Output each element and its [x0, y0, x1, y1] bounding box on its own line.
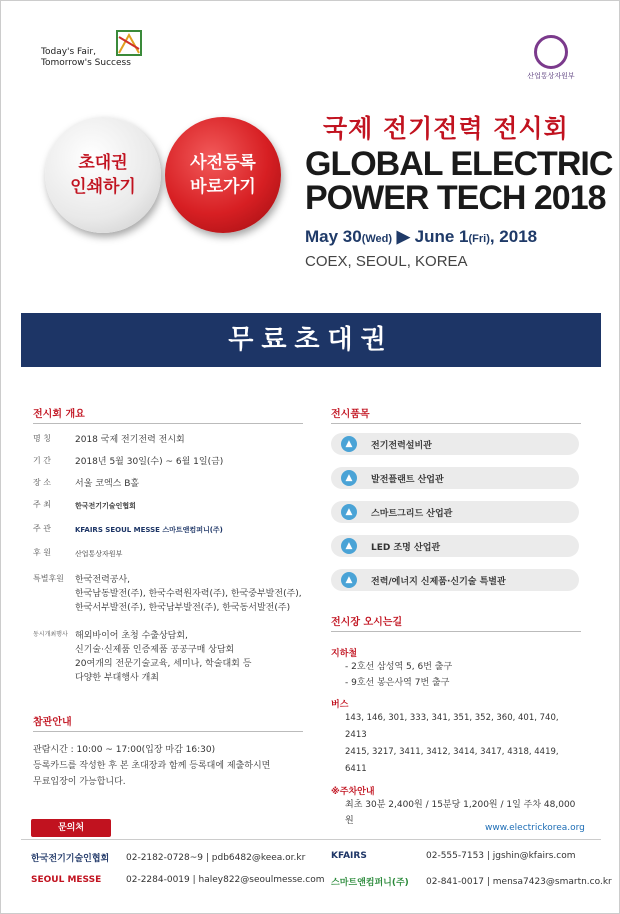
title-english [305, 147, 612, 215]
subway-label: 지하철 [331, 649, 358, 659]
exhibit-item[interactable] [331, 535, 579, 557]
overview-label: 기 간 [33, 456, 51, 465]
ministry-emblem-icon [534, 35, 568, 69]
contact-org: SEOUL MESSE [31, 875, 102, 885]
print-invitation-button[interactable] [45, 117, 161, 233]
overview-row [33, 477, 139, 491]
day-start: (Wed) [361, 233, 393, 245]
overview-label: 명 칭 [33, 434, 51, 443]
overview-label: 특별후원 [33, 574, 64, 583]
ministry-logo [521, 31, 581, 81]
exhibit-item-label: 스마트그리드 산업관 [371, 508, 453, 519]
date-arrow: ▶ [396, 227, 410, 246]
overview-section [33, 405, 303, 424]
exhibit-item-label: 전력/에너지 신제품·신기술 특별관 [371, 576, 506, 587]
overview-label: 주 최 [33, 500, 51, 509]
hall-icon: ▲ [341, 504, 357, 520]
notice-hours: 관람시간 : 10:00 ~ 17:00(입장 마감 16:30) [33, 745, 216, 755]
tagline-line2: Tomorrow's Success [41, 58, 131, 68]
exhibit-item[interactable] [331, 501, 579, 523]
directions-section [331, 613, 581, 829]
contact-org: KFAIRS [331, 851, 367, 861]
contact-info: 02-841-0017 | mensa7423@smartn.co.kr [426, 876, 612, 887]
notice-section [33, 713, 303, 790]
pre-register-button[interactable] [165, 117, 281, 233]
tagline-line1: Today's Fair, [41, 47, 96, 57]
contact-row [331, 875, 612, 888]
overview-row [33, 629, 251, 685]
overview-label: 후 원 [33, 548, 51, 557]
free-invitation-banner: 무료초대권 [21, 313, 601, 367]
date-start: May 30 [305, 227, 362, 246]
hall-icon: ▲ [341, 538, 357, 554]
organizer-logo: 한국전기기술인협회 [75, 502, 136, 510]
hall-icon: ▲ [341, 572, 357, 588]
parking-info: 최초 30분 2,400원 / 15분당 1,200원 / 1일 주차 48,000원 [345, 800, 576, 826]
contact-row [31, 851, 305, 864]
overview-label: 주 관 [33, 524, 51, 533]
overview-row [33, 499, 136, 513]
overview-row [33, 573, 302, 615]
title-english-line2: POWER TECH 2018 [305, 179, 606, 217]
subway-info: - 2호선 삼성역 5, 6번 출구 - 9호선 봉은사역 7번 출구 [345, 662, 453, 688]
exhibit-item-label: 발전플랜트 산업관 [371, 474, 444, 485]
overview-row [33, 433, 185, 447]
overview-value: 한국전력공사, 한국남동발전(주), 한국수력원자력(주), 한국중부발전(주), 한국서부발전(주), 한국남부발전(주), 한국동서발전(주) [75, 575, 302, 613]
notice-entry: 등록카드를 작성한 후 본 초대장과 함께 등록대에 제출하시면 무료입장이 가능합니다. [33, 761, 271, 787]
contact-row [331, 851, 575, 861]
parking-label: ※주차안내 [331, 787, 375, 797]
contact-row [31, 875, 325, 885]
sponsor-logo: 산업통상자원부 [75, 550, 123, 558]
directions-heading: 전시장 오시는길 [331, 613, 581, 632]
website-link[interactable]: www.electrickorea.org [485, 823, 585, 833]
exhibit-items-heading: 전시품목 [331, 405, 581, 424]
print-invitation-label: 초대권 인쇄하기 [70, 153, 136, 197]
overview-label: 동시개최행사 [33, 631, 68, 638]
overview-row [33, 523, 223, 537]
notice-heading: 참관안내 [33, 713, 303, 732]
host-logos: KFAIRS SEOUL MESSE 스마트앤컴퍼니(주) [75, 526, 223, 534]
contact-info: 02-555-7153 | jgshin@kfairs.com [426, 851, 576, 861]
bus-info: 143, 146, 301, 333, 341, 351, 352, 360, 401, 740, 2413 2415, 3217, 3411, 3412, 3414, 3417, 4318, 4419, 6411 [345, 713, 559, 774]
event-venue: COEX, SEOUL, KOREA [305, 253, 468, 270]
day-end: (Fri) [468, 233, 490, 245]
overview-row [33, 547, 122, 561]
contact-info: 02-2284-0019 | haley822@seoulmesse.com [126, 875, 325, 885]
overview-value: 해외바이어 초청 수출상담회, 신기술·신제품 인증제품 공공구매 상담회 20여개의 전문기술교육, 세미나, 학술대회 등 다양한 부대행사 개최 [75, 631, 252, 683]
title-english-line1: GLOBAL ELECTRIC [305, 145, 613, 183]
overview-heading: 전시회 개요 [33, 405, 303, 424]
hall-icon: ▲ [341, 436, 357, 452]
pre-register-label: 사전등록 바로가기 [190, 153, 256, 197]
contact-info: 02-2182-0728~9 | pdb6482@keea.or.kr [126, 852, 306, 863]
event-dates [305, 227, 537, 247]
fair-logo-icon [115, 29, 143, 57]
overview-row [33, 455, 223, 469]
overview-value: 2018년 5월 30일(수) ~ 6월 1일(금) [75, 457, 224, 467]
exhibit-items-section [331, 405, 581, 424]
date-year: , 2018 [489, 227, 538, 246]
overview-label: 장 소 [33, 478, 51, 487]
contact-divider [21, 839, 601, 840]
contact-org: 스마트앤컴퍼니(주) [331, 878, 409, 888]
bus-label: 버스 [331, 700, 349, 710]
overview-value: 서울 코엑스 B홀 [75, 479, 140, 489]
hall-icon: ▲ [341, 470, 357, 486]
overview-value: 2018 국제 전기전력 전시회 [75, 435, 185, 445]
ministry-logo-label: 산업통상자원부 [527, 72, 575, 80]
contact-heading: 문의처 [31, 819, 111, 837]
exhibit-item-label: LED 조명 산업관 [371, 542, 441, 553]
title-korean: 국제 전기전력 전시회 [323, 114, 569, 143]
exhibit-item[interactable] [331, 467, 579, 489]
exhibit-item-label: 전기전력설비관 [371, 440, 432, 451]
exhibit-item[interactable] [331, 433, 579, 455]
date-end: June 1 [414, 227, 469, 246]
contact-org: 한국전기기술인협회 [31, 854, 110, 864]
exhibit-item[interactable] [331, 569, 579, 591]
